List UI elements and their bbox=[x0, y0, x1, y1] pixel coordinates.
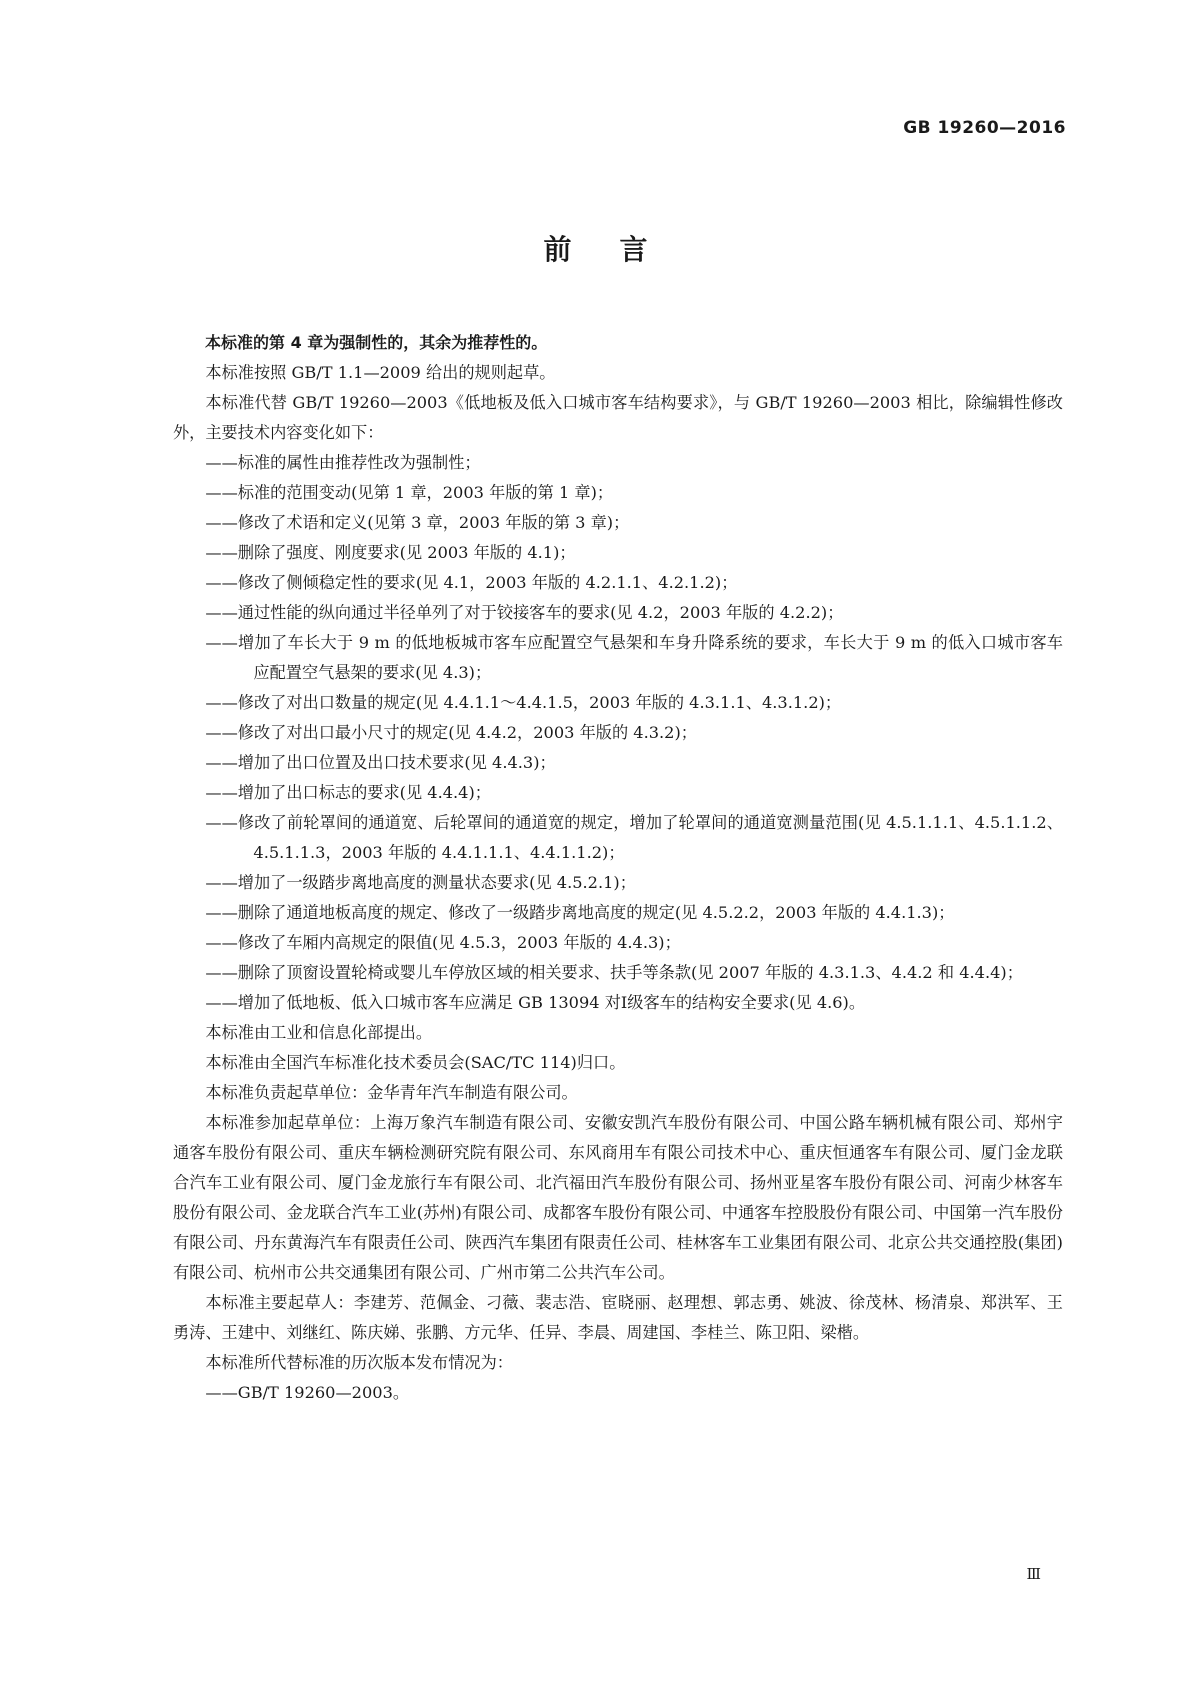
change-item: ——增加了一级踏步离地高度的测量状态要求(见 4.5.2.1)； bbox=[205, 873, 636, 892]
change-item: ——删除了强度、刚度要求(见 2003 年版的 4.1)； bbox=[205, 543, 576, 562]
committee-statement: 本标准由全国汽车标准化技术委员会(SAC/TC 114)归口。 bbox=[205, 1053, 626, 1072]
participating-units: 本标准参加起草单位：上海万象汽车制造有限公司、安徽安凯汽车股份有限公司、中国公路车辆机械有限公司、郑州宇通客车股份有限公司、重庆车辆检测研究院有限公司、东风商用车有限公司技术中心、重庆恒通客车有限公司、厦门金龙联合汽车工业有限公司、厦门金龙旅行车有限公司、北汽福田汽车股份有限公司、扬州亚星客车股份有限公司、河南少林客车股份有限公司、金龙联合汽车工业(苏州)有限公司、成都客车股份有限公司、中通客车控股股份有限公司、中国第一汽车股份有限公司、丹东黄海汽车有限责任公司、陕西汽车集团有限责任公司、桂林客车工业集团有限公司、北京公共交通控股(集团)有限公司、杭州市公共交通集团有限公司、广州市第二公共汽车公司。 bbox=[173, 1113, 1063, 1282]
change-item: ——修改了侧倾稳定性的要求(见 4.1，2003 年版的 4.2.1.1、4.2.1.2)； bbox=[205, 573, 738, 592]
change-item: ——修改了术语和定义(见第 3 章，2003 年版的第 3 章)； bbox=[205, 513, 630, 532]
change-item: ——修改了前轮罩间的通道宽、后轮罩间的通道宽的规定，增加了轮罩间的通道宽测量范围(见 4.5.1.1.1、4.5.1.1.2、4.5.1.1.3，2003 年版的 4.4.1.1.1、4.4.1.1.2)； bbox=[205, 813, 1063, 862]
standard-code: GB 19260—2016 bbox=[903, 118, 1066, 138]
replacement-statement: 本标准代替 GB/T 19260—2003《低地板及低入口城市客车结构要求》，与 GB/T 19260—2003 相比，除编辑性修改外，主要技术内容变化如下： bbox=[173, 393, 1063, 442]
history-intro: 本标准所代替标准的历次版本发布情况为： bbox=[205, 1353, 513, 1372]
change-item: ——增加了车长大于 9 m 的低地板城市客车应配置空气悬架和车身升降系统的要求，车长大于 9 m 的低入口城市客车应配置空气悬架的要求(见 4.3)； bbox=[205, 633, 1063, 682]
proposer-statement: 本标准由工业和信息化部提出。 bbox=[205, 1023, 433, 1042]
change-item: ——删除了通道地板高度的规定、修改了一级踏步离地高度的规定(见 4.5.2.2，2003 年版的 4.4.1.3)； bbox=[205, 903, 955, 922]
page-title: 前言 bbox=[543, 233, 696, 266]
mandatory-statement: 本标准的第 4 章为强制性的，其余为推荐性的。 bbox=[205, 333, 548, 352]
drafting-rules: 本标准按照 GB/T 1.1—2009 给出的规则起草。 bbox=[205, 363, 556, 382]
history-item: ——GB/T 19260—2003。 bbox=[205, 1383, 410, 1402]
change-item: ——修改了车厢内高规定的限值(见 4.5.3，2003 年版的 4.4.3)； bbox=[205, 933, 681, 952]
change-item: ——修改了对出口最小尺寸的规定(见 4.4.2，2003 年版的 4.3.2)； bbox=[205, 723, 697, 742]
change-item: ——删除了顶窗设置轮椅或婴儿车停放区域的相关要求、扶手等条款(见 2007 年版的 4.3.1.3、4.4.2 和 4.4.4)； bbox=[205, 963, 1023, 982]
lead-drafter-unit: 本标准负责起草单位：金华青年汽车制造有限公司。 bbox=[205, 1083, 578, 1102]
change-item: ——标准的范围变动(见第 1 章，2003 年版的第 1 章)； bbox=[205, 483, 614, 502]
change-item: ——标准的属性由推荐性改为强制性； bbox=[205, 453, 481, 472]
change-item: ——增加了低地板、低入口城市客车应满足 GB 13094 对Ⅰ级客车的结构安全要求(见 4.6)。 bbox=[205, 993, 866, 1012]
main-drafters: 本标准主要起草人：李建芳、范佩金、刁薇、裴志浩、宦晓丽、赵理想、郭志勇、姚波、徐茂林、杨清泉、郑洪军、王勇涛、王建中、刘继红、陈庆娣、张鹏、方元华、任异、李晨、周建国、李桂兰、陈卫阳、梁楷。 bbox=[173, 1293, 1063, 1342]
change-item: ——增加了出口位置及出口技术要求(见 4.4.3)； bbox=[205, 753, 556, 772]
change-item: ——增加了出口标志的要求(见 4.4.4)； bbox=[205, 783, 491, 802]
change-item: ——修改了对出口数量的规定(见 4.4.1.1～4.4.1.5，2003 年版的 4.3.1.1、4.3.1.2)； bbox=[205, 693, 842, 712]
foreword-body bbox=[173, 328, 1063, 1408]
change-item: ——通过性能的纵向通过半径单列了对于铰接客车的要求(见 4.2，2003 年版的 4.2.2)； bbox=[205, 603, 844, 622]
page-number: Ⅲ bbox=[1026, 1565, 1041, 1583]
